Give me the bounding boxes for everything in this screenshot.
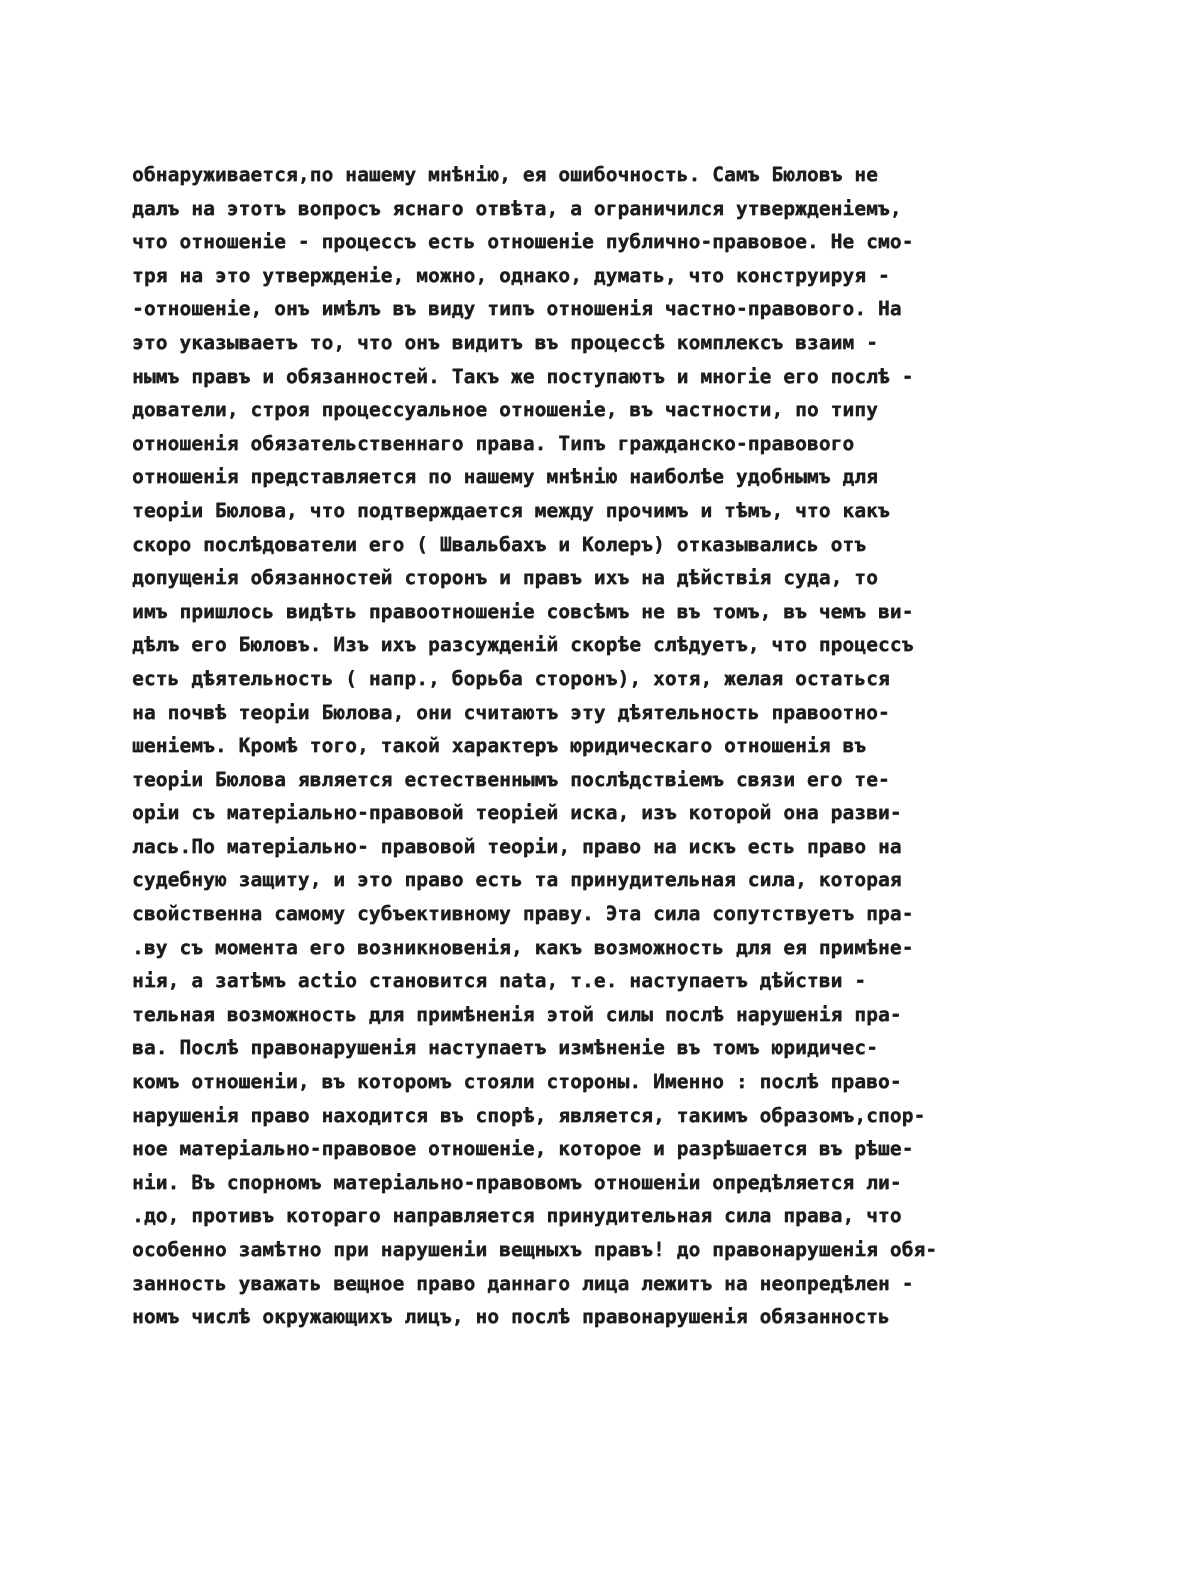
text-line: это указываетъ то, что онъ видитъ въ процессѣ комплексъ взаим - [132,330,878,354]
text-line: шенiемъ. Кромѣ того, такой характеръ юридическаго отношенiя въ [132,734,867,758]
text-line: есть дѣятельность ( напр., борьба сторонъ), хотя, желая остаться [132,666,890,690]
text-line: занность уважать вещное право даннаго лица лежитъ на неопредѣлен - [132,1271,914,1295]
text-line: что отношенiе - процессъ есть отношенiе публично-правовое. Не смо- [132,230,914,254]
text-line: отношенiя обязательственнаго права. Типъ гражданско-правового [132,431,855,455]
text-line: номъ числѣ окружающихъ лицъ, но послѣ правонарушенiя обязанность [132,1305,890,1329]
text-line: судебную защиту, и это право есть та принудительная сила, которая [132,868,902,892]
text-line: лась.По матерiально- правовой теорiи, право на искъ есть право на [132,834,902,858]
text-line: свойственна самому субъективному праву. Эта сила сопутствуетъ пра- [132,902,914,926]
text-line: ва. Послѣ правонарушенiя наступаетъ измѣненiе въ томъ юридичес- [132,1036,878,1060]
text-line: имъ пришлось видѣть правоотношенiе совсѣмъ не въ томъ, въ чемъ ви- [132,599,914,623]
text-line: теорiи Бюлова является естественнымъ послѣдствiемъ связи его те- [132,767,890,791]
text-line: тельная возможность для примѣненiя этой силы послѣ нарушенiя пра- [132,1002,902,1026]
text-line: допущенiя обязанностей сторонъ и правъ ихъ на дѣйствiя суда, то [132,566,878,590]
text-line: -отношенiе, онъ имѣлъ въ виду типъ отношенiя частно-правового. На [132,297,902,321]
text-line: дователи, строя процессуальное отношенiе, въ частности, по типу [132,398,878,422]
text-line: на почвѣ теорiи Бюлова, они считаютъ эту дѣятельность правоотно- [132,700,890,724]
text-line: отношенiя представляется по нашему мнѣнiю наиболѣе удобнымъ для [132,465,878,489]
text-line: нiя, а затѣмъ actio становится nata, т.е. наступаетъ дѣйстви - [132,969,867,993]
typewritten-text [132,158,1052,1334]
text-line: теорiи Бюлова, что подтверждается между прочимъ и тѣмъ, что какъ [132,498,890,522]
text-line: нарушенiя право находится въ спорѣ, является, такимъ образомъ,спор- [132,1103,926,1127]
text-line: дѣлъ его Бюловъ. Изъ ихъ разсужденiй скорѣе слѣдуетъ, что процессъ [132,633,914,657]
text-line: нымъ правъ и обязанностей. Такъ же поступаютъ и многiе его послѣ - [132,364,914,388]
text-line: ное матерiально-правовое отношенiе, которое и разрѣшается въ рѣше- [132,1137,914,1161]
text-line: нiи. Въ спорномъ матерiально-правовомъ отношенiи опредѣляется ли- [132,1170,902,1194]
text-line: комъ отношенiи, въ которомъ стояли стороны. Именно : послѣ право- [132,1070,902,1094]
text-line: обнаруживается,по нашему мнѣнiю, ея ошибочность. Самъ Бюловъ не [132,163,878,186]
text-line: скоро послѣдователи его ( Швальбахъ и Колеръ) отказывались отъ [132,532,867,556]
text-line: .ву съ момента его возникновенiя, какъ возможность для ея примѣне- [132,935,914,959]
text-line: орiи съ матерiально-правовой теорiей иска, изъ которой она разви- [132,801,902,825]
text-line: тря на это утвержденiе, можно, однако, думать, что конструируя - [132,263,890,287]
text-line: .до, противъ котораго направляется принудительная сила права, что [132,1204,902,1228]
text-line: далъ на этотъ вопросъ яснаго отвѣта, а ограничился утвержденiемъ, [132,196,902,220]
text-line: особенно замѣтно при нарушенiи вещныхъ правъ! до правонарушенiя обя- [132,1238,938,1261]
